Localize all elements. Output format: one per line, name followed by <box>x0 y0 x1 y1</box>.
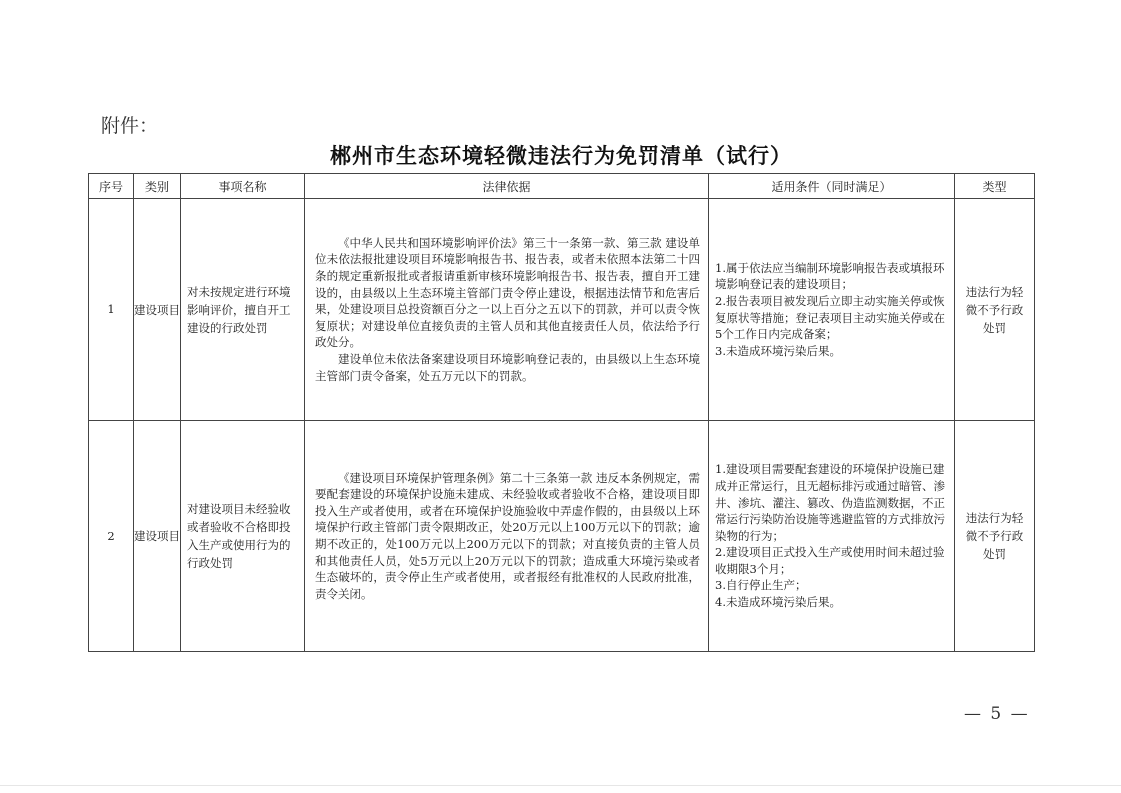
condition-item: 4.未造成环境污染后果。 <box>715 595 841 610</box>
row-type: 违法行为轻微不予行政处罚 <box>955 199 1035 421</box>
table-row <box>89 421 1035 652</box>
col-header-legal-basis: 法律依据 <box>305 174 709 199</box>
page-number: — 5 — <box>964 704 1030 724</box>
row-category: 建设项目 <box>134 421 181 652</box>
col-header-item-name: 事项名称 <box>181 174 305 199</box>
condition-item: 2.建设项目正式投入生产或使用时间未超过验收期限3个月； <box>715 545 945 576</box>
legal-basis-paragraph: 《建设项目环境保护管理条例》第二十三条第一款 违反本条例规定，需要配套建设的环境保护设施未建成、未经验收或者验收不合格，建设项目即投入生产或者使用，或者在环境保护设施验收中弄虚作假的，由县级以上环境保护行政主管部门责令限期改正，处20万元以上100万元以下的罚款；逾期不改正的，处100万元以上200万元以下的罚款；对直接负责的主管人员和其他责任人员，处5万元以上20万元以下的罚款；造成重大环境污染或者生态破坏的，责令停止生产或者使用，或者报经有批准权的人民政府批准，责令关闭。 <box>315 470 700 601</box>
row-item-name: 对建设项目未经验收或者验收不合格即投入生产或使用行为的行政处罚 <box>181 421 305 652</box>
condition-item: 2.报告表项目被发现后立即主动实施关停或恢复原状等措施；登记表项目主动实施关停或在5个工作日内完成备案； <box>715 293 945 342</box>
table-header-row <box>89 174 1035 199</box>
condition-item: 1.建设项目需要配套建设的环境保护设施已建成并正常运行，且无超标排污或通过暗管、渗井、渗坑、灌注、篡改、伪造监测数据，不正常运行污染防治设施等逃避监管的方式排放污染物的行为； <box>715 462 945 543</box>
condition-item: 3.自行停止生产； <box>715 578 807 593</box>
col-header-type: 类型 <box>955 174 1035 199</box>
legal-basis-paragraph: 建设单位未依法备案建设项目环境影响登记表的，由县级以上生态环境主管部门责令备案，处五万元以下的罚款。 <box>315 351 700 383</box>
row-type: 违法行为轻微不予行政处罚 <box>955 421 1035 652</box>
row-conditions <box>709 421 955 652</box>
row-item-name: 对未按规定进行环境影响评价，擅自开工建设的行政处罚 <box>181 199 305 421</box>
col-header-conditions: 适用条件（同时满足） <box>709 174 955 199</box>
row-legal-basis <box>305 421 709 652</box>
col-header-num: 序号 <box>89 174 134 199</box>
row-legal-basis <box>305 199 709 421</box>
row-category: 建设项目 <box>134 199 181 421</box>
attachment-label: 附件： <box>101 115 159 137</box>
condition-item: 3.未造成环境污染后果。 <box>715 343 841 358</box>
document-title: 郴州市生态环境轻微违法行为免罚清单（试行） <box>330 143 792 168</box>
legal-basis-paragraph: 《中华人民共和国环境影响评价法》第三十一条第一款、第三款 建设单位未依法报批建设项目环境影响报告书、报告表，或者未依照本法第二十四条的规定重新报批或者报请重新审核环境影响报告书、报告表，擅自开工建设的，由县级以上生态环境主管部门责令停止建设，根据违法情节和危害后果，处建设项目总投资额百分之一以上百分之五以下的罚款，并可以责令恢复原状；对建设单位直接负责的主管人员和其他直接责任人员，依法给予行政处分。 <box>315 235 700 350</box>
page-edge-divider <box>0 785 1121 786</box>
penalty-exemption-table <box>88 173 1035 652</box>
row-num: 2 <box>89 421 134 652</box>
row-conditions <box>709 199 955 421</box>
row-num: 1 <box>89 199 134 421</box>
table-row <box>89 199 1035 421</box>
condition-item: 1.属于依法应当编制环境影响报告表或填报环境影响登记表的建设项目； <box>715 260 945 292</box>
col-header-category: 类别 <box>134 174 181 199</box>
